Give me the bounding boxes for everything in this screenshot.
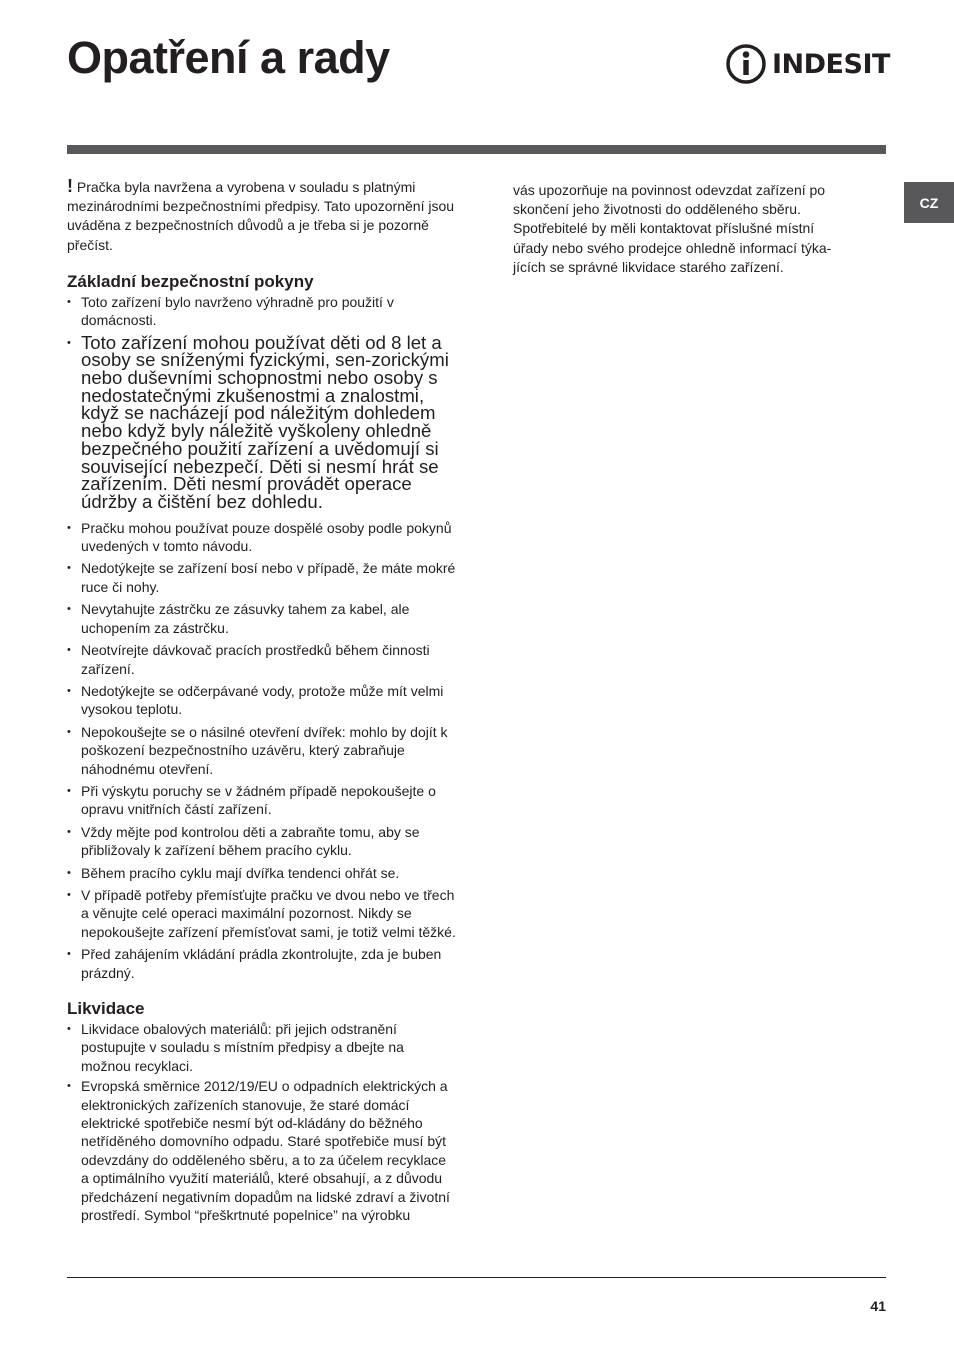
indesit-logo-icon bbox=[725, 43, 767, 85]
list-item: • Při výskytu poruchy se v žádném případě nepokoušejte o opravu vnitřních částí zařízení. bbox=[67, 782, 457, 819]
continuation-line: úřady nebo svého prodejce ohledně informací týka- bbox=[513, 239, 832, 256]
disposal-list bbox=[67, 1020, 457, 1224]
language-tab: CZ bbox=[904, 182, 954, 223]
list-item: • Likvidace obalových materiálů: při jejich odstranění postupujte v souladu s místním předpisy a dbejte na možnou recyklaci. bbox=[67, 1020, 457, 1075]
safety-list bbox=[67, 293, 457, 982]
safety-heading: Základní bezpečnostní pokyny bbox=[67, 271, 314, 291]
list-item: • V případě potřeby přemísťujte pračku ve dvou nebo ve třech a věnujte celé operaci maximální pozornost. Nikdy se nepokoušejte zařízení přemísťovat sami, je totiž velmi těžké. bbox=[67, 886, 457, 941]
brand-name: INDESIT bbox=[772, 48, 890, 80]
continuation-line: vás upozorňuje na povinnost odevzdat zařízení po bbox=[513, 182, 826, 198]
continuation-line: jících se správné likvidace starého zařízení. bbox=[513, 258, 784, 275]
disposal-heading: Likvidace bbox=[67, 999, 145, 1018]
list-item: • Neotvírejte dávkovač pracích prostředků během činnosti zařízení. bbox=[67, 641, 457, 678]
continuation-line: skončení jeho životnosti do odděleného sběru. bbox=[513, 201, 801, 218]
list-item: • Nedotýkejte se zařízení bosí nebo v případě, že máte mokré ruce či nohy. bbox=[67, 559, 457, 596]
list-item: • Nedotýkejte se odčerpávané vody, protože může mít velmi vysokou teplotu. bbox=[67, 682, 457, 719]
page-title: Opatření a rady bbox=[67, 32, 390, 83]
list-item: • Nevytahujte zástrčku ze zásuvky tahem za kabel, ale uchopením za zástrčku. bbox=[67, 600, 457, 637]
footer-divider bbox=[67, 1277, 886, 1278]
list-item: • Toto zařízení mohou používat děti od 8 let a osoby se sníženými fyzickými, sen-zorickými nebo duševními schopnostmi nebo osoby s nedostatečnými zkušenostmi a znalostmi, když se nacházejí pod náležitým dohledem nebo když byly náležitě vyškoleny ohledně bezpečného použití zařízení a uvědomují si související nebezpečí. Děti si nesmí hrát se zařízením. Děti nesmí provádět operace údržby a čištění bez dohledu. bbox=[67, 334, 457, 511]
list-item: • Pračku mohou používat pouze dospělé osoby podle pokynů uvedených v tomto návodu. bbox=[67, 519, 457, 556]
intro-text: Pračka byla navržena a vyrobena v souladu s platnými mezinárodními bezpečnostními předpisy. Tato upozornění jsou uváděna z bezpečnostních důvodů a je třeba si je pozorně přečíst. bbox=[67, 179, 455, 253]
right-column bbox=[513, 181, 873, 277]
list-item: • Před zahájením vkládání prádla zkontrolujte, zda je buben prázdný. bbox=[67, 945, 457, 982]
warning-mark: ! bbox=[67, 176, 73, 196]
list-item: • Vždy mějte pod kontrolou děti a zabraňte tomu, aby se přibližovaly k zařízení během pracího cyklu. bbox=[67, 823, 457, 860]
intro-paragraph bbox=[67, 177, 457, 255]
list-item: • Evropská směrnice 2012/19/EU o odpadních elektrických a elektronických zařízeních stanovuje, že staré domácí elektrické spotřebiče nesmí být od-kládány do běžného netříděného domovního odpadu. Staré spotřebiče musí být odevzdány do odděleného sběru, a to za účelem recyklace a optimálního využití materiálů, které obsahují, a z důvodu předcházení negativním dopadům na lidské zdraví a životní prostředí. Symbol “přeškrtnuté popelnice” na výrobku bbox=[67, 1077, 457, 1224]
list-item: • Během pracího cyklu mají dvířka tendenci ohřát se. bbox=[67, 864, 457, 882]
continuation-line: Spotřebitelé by měli kontaktovat příslušné místní bbox=[513, 220, 815, 237]
brand-logo bbox=[725, 42, 890, 86]
list-item: • Nepokoušejte se o násilné otevření dvířek: mohlo by dojít k poškození bezpečnostního uzávěru, který zabraňuje náhodnému otevření. bbox=[67, 723, 457, 778]
list-item: • Toto zařízení bylo navrženo výhradně pro použití v domácnosti. bbox=[67, 293, 457, 330]
header-divider bbox=[67, 145, 886, 154]
page-number: 41 bbox=[870, 1298, 886, 1314]
left-column bbox=[67, 177, 457, 1226]
